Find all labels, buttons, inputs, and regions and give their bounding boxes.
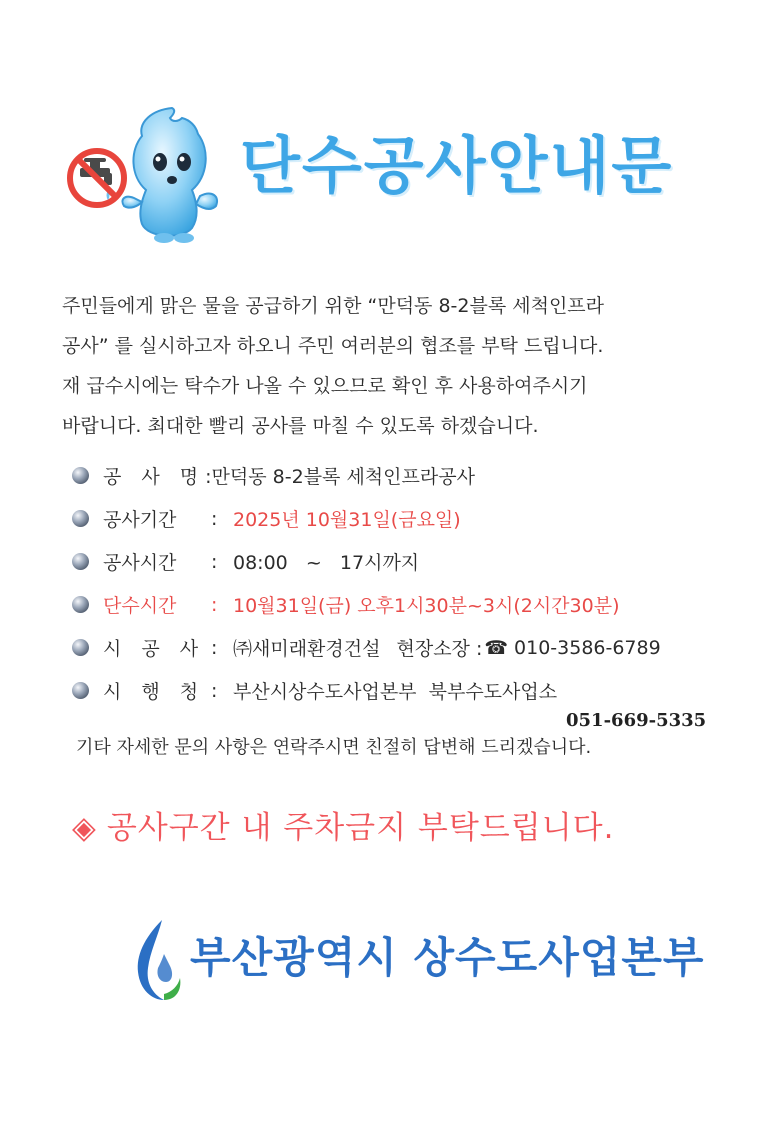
detail-label: 단수시간: [103, 595, 177, 617]
detail-row-project-name: [72, 454, 752, 497]
contractor-phone: 010-3586-6789: [514, 636, 661, 659]
detail-row-authority: [72, 669, 752, 712]
intro-line: 바랍니다. 최대한 빨리 공사를 마칠 수 있도록 하겠습니다.: [62, 415, 539, 437]
org-name: 부산광역시 상수도사업본부: [190, 933, 705, 982]
detail-separator: :: [211, 679, 218, 702]
site-manager-label: 현장소장 :: [396, 638, 483, 660]
parking-notice-text: 공사구간 내 주차금지 부탁드립니다.: [106, 810, 615, 846]
telephone-icon: ☎: [484, 636, 509, 659]
water-droplet-mascot-icon: [112, 100, 224, 248]
detail-label: 공사시간: [103, 552, 177, 574]
detail-value: 08:00 ~ 17시까지: [233, 552, 420, 574]
project-details-list: [72, 454, 752, 712]
bullet-icon: [72, 467, 89, 484]
detail-separator: :: [211, 507, 218, 530]
detail-label: 시 공 사: [103, 638, 206, 660]
detail-label: 공 사 명: [103, 466, 206, 488]
detail-value: 부산시상수도사업본부 북부수도사업소: [233, 681, 558, 703]
bullet-icon: [72, 510, 89, 527]
intro-line: 재 급수시에는 탁수가 나올 수 있으므로 확인 후 사용하여주시기: [62, 375, 588, 397]
detail-row-contractor: [72, 626, 752, 669]
detail-row-period: [72, 497, 752, 540]
detail-value: 10월31일(금) 오후1시30분~3시(2시간30분): [233, 595, 620, 617]
bullet-icon: [72, 553, 89, 570]
bullet-icon: [72, 596, 89, 613]
detail-separator: :: [211, 636, 218, 659]
contact-note: 기타 자세한 문의 사항은 연락주시면 친절히 답변해 드리겠습니다.: [76, 737, 592, 758]
office-phone: 051-669-5335: [566, 710, 707, 731]
detail-separator: :: [211, 550, 218, 573]
detail-label: 공사기간: [103, 509, 177, 531]
intro-line: 공사” 를 실시하고자 하오니 주민 여러분의 협조를 부탁 드립니다.: [62, 335, 604, 357]
bullet-icon: [72, 639, 89, 656]
detail-row-outage-hours: [72, 583, 752, 626]
detail-value: 2025년 10월31일(금요일): [233, 509, 461, 531]
detail-row-work-hours: [72, 540, 752, 583]
contractor-company: ㈜새미래환경건설: [233, 638, 381, 660]
detail-separator: :: [211, 593, 218, 616]
parking-notice: [72, 805, 712, 851]
water-drop-logo-icon: [132, 916, 184, 1004]
detail-value: :만덕동 8-2블록 세척인프라공사: [205, 466, 475, 488]
notice-title: 단수공사안내문: [240, 129, 674, 202]
detail-label: 시 행 청: [103, 681, 206, 703]
intro-line: 주민들에게 맑은 물을 공급하기 위한 “만덕동 8-2블록 세척인프라: [62, 295, 605, 317]
intro-paragraph: [62, 286, 722, 446]
bullet-icon: [72, 682, 89, 699]
diamond-icon: ◈: [72, 810, 97, 846]
